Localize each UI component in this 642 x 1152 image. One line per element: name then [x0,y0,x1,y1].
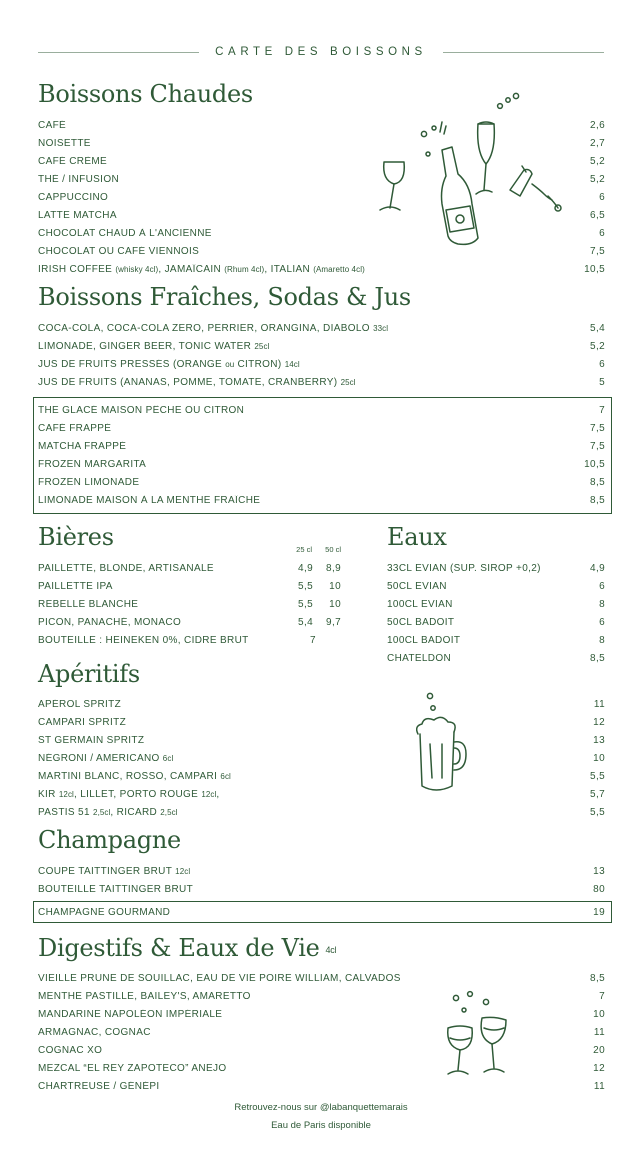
menu-item: 100CL EVIAN 8 [387,598,605,610]
footer-water-note: Eau de Paris disponible [271,1120,371,1131]
menu-item: CHAMPAGNE GOURMAND 19 [38,906,605,918]
menu-item: 50CL EVIAN 6 [387,580,605,592]
menu-item: 33CL EVIAN (SUP. SIROP +0,2) 4,9 [387,562,605,574]
menu-item: APÉROL SPRITZ 11 [38,698,605,710]
menu-item: VIEILLE PRUNE DE SOUILLAC, EAU DE VIE POIRE WILLIAM, CALVADOS 8,5 [38,972,605,984]
menu-item: MANDARINE NAPOLÉON IMPÉRIALE 10 [38,1008,605,1020]
menu-item: NOISETTE 2,7 [38,137,605,149]
menu-item: KIR 12cl, LILLET, PORTO ROUGE 12cl, 5,7 [38,788,605,800]
menu-item: JUS DE FRUITS PRESSÉS (ORANGE ou CITRON) 14cl 6 [38,358,605,370]
menu-item: PAILLETTE, BLONDE, ARTISANALE 4,9 8,9 [38,562,341,574]
menu-item: BOUTEILLE : HEINEKEN 0%, CIDRE BRUT 7 [38,634,316,646]
menu-item: REBELLE BLANCHE 5,5 10 [38,598,341,610]
menu-item: CHOCOLAT OU CAFÉ VIENNOIS 7,5 [38,245,605,257]
menu-item: COCA-COLA, COCA-COLA ZERO, PERRIER, ORANGINA, DIABOLO 33cl 5,4 [38,322,605,334]
menu-title: CARTE DES BOISSONS [215,46,427,58]
header-divider-left [38,52,199,53]
header-divider-right [443,52,604,53]
menu-item: PASTIS 51 2,5cl, RICARD 2,5cl 5,5 [38,806,605,818]
menu-item: CAFÉ 2,6 [38,119,605,131]
menu-item: 50CL BADOIT 6 [387,616,605,628]
menu-item: FROZEN MARGARITA 10,5 [38,458,605,470]
menu-item: LATTE MATCHA 6,5 [38,209,605,221]
menu-item: PICON, PANACHÉ, MONACO 5,4 9,7 [38,616,341,628]
menu-item: COGNAC XO 20 [38,1044,605,1056]
menu-item: CAFÉ CRÈME 5,2 [38,155,605,167]
section-title-champagne: Champagne [38,826,181,854]
menu-item: ARMAGNAC, COGNAC 11 [38,1026,605,1038]
menu-item: NÉGRONI / AMERICANO 6cl 10 [38,752,605,764]
section-title-fraiches: Boissons Fraîches, Sodas & Jus [38,283,411,311]
menu-item: MEZCAL “EL REY ZAPOTECO” ANEJO 12 [38,1062,605,1074]
menu-item: BOUTEILLE TAITTINGER BRUT 80 [38,883,605,895]
footer-instagram: Retrouvez-nous sur @labanquettemarais [234,1102,408,1113]
menu-header [38,44,604,60]
menu-item: CHOCOLAT CHAUD À L'ANCIENNE 6 [38,227,605,239]
wine-glasses-icon [442,988,518,1080]
menu-item: FROZEN LIMONADE 8,5 [38,476,605,488]
section-title-bieres: Bières [38,523,114,551]
menu-item: LIMONADE, GINGER BEER, TONIC WATER 25cl 5,2 [38,340,605,352]
menu-item: JUS DE FRUITS (ANANAS, POMME, TOMATE, CRANBERRY) 25cl 5 [38,376,605,388]
menu-item: MENTHE PASTILLE, BAILEY'S, AMARETTO 7 [38,990,605,1002]
menu-item: CHATELDON 8,5 [387,652,605,664]
menu-item: ST GERMAIN SPRITZ 13 [38,734,605,746]
column-header-50cl: 50 cl [325,545,341,554]
section-title-chaudes: Boissons Chaudes [38,80,253,108]
menu-item: MATCHA FRAPPÉ 7,5 [38,440,605,452]
beer-mug-icon [408,690,474,800]
menu-item: MARTINI BLANC, ROSSO, CAMPARI 6cl 5,5 [38,770,605,782]
section-title-eaux: Eaux [387,523,447,551]
menu-item: LIMONADE MAISON À LA MENTHE FRAÎCHE 8,5 [38,494,605,506]
menu-item: CAPPUCCINO 6 [38,191,605,203]
menu-item: PAILLETTE IPA 5,5 10 [38,580,341,592]
menu-item: CAFÉ FRAPPÉ 7,5 [38,422,605,434]
menu-item-irish-coffee: IRISH COFFEE (whisky 4cl), JAMAÏCAIN (Rhum 4cl), ITALIAN (Amaretto 4cl) 10,5 [38,263,605,275]
menu-item: THE GLACÉ MAISON PÊCHE OU CITRON 7 [38,404,605,416]
wine-bottle-glasses-corkscrew-icon [372,92,572,252]
section-title-aperitifs: Apéritifs [38,660,140,688]
menu-item: CAMPARI SPRITZ 12 [38,716,605,728]
section-title-digestifs: Digestifs & Eaux de Vie 4cl [38,934,337,962]
menu-item: THÉ / INFUSION 5,2 [38,173,605,185]
menu-item: 100CL BADOIT 8 [387,634,605,646]
menu-item: CHARTREUSE / GÉNÉPI 11 [38,1080,605,1092]
menu-item: COUPE TAITTINGER BRUT 12cl 13 [38,865,605,877]
column-header-25cl: 25 cl [296,545,312,554]
